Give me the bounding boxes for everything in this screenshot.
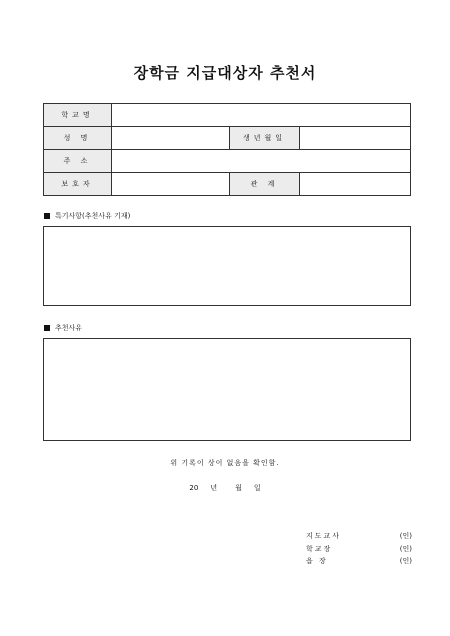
date-month: 월 xyxy=(235,484,242,492)
signature-role: 읍 장 xyxy=(306,557,328,565)
school-name-label: 학교명 xyxy=(44,104,112,127)
special-notes-heading xyxy=(44,211,130,221)
seal-mark: (인) xyxy=(399,532,412,540)
square-bullet-icon xyxy=(44,213,50,219)
recommendation-reason-label: 추천사유 xyxy=(55,324,83,332)
signature-role: 학교장 xyxy=(306,545,333,553)
guardian-field[interactable] xyxy=(112,173,230,196)
special-notes-label: 특기사항(추천사유 기재) xyxy=(55,212,131,220)
signature-role: 지도교사 xyxy=(306,532,342,540)
document-title: 장학금 지급대상자 추천서 xyxy=(133,64,317,82)
date-year: 년 xyxy=(210,484,218,492)
applicant-info-table xyxy=(43,103,411,196)
birthdate-field[interactable] xyxy=(300,127,411,150)
address-label: 주 소 xyxy=(44,150,112,173)
birthdate-label: 생년월일 xyxy=(230,127,300,150)
date-prefix: 20 xyxy=(189,484,199,492)
date-line xyxy=(0,483,450,493)
guardian-label: 보호자 xyxy=(44,173,112,196)
relation-label: 관 계 xyxy=(230,173,300,196)
seal-mark: (인) xyxy=(399,557,412,565)
name-field[interactable] xyxy=(112,127,230,150)
name-label: 성 명 xyxy=(44,127,112,150)
date-day: 일 xyxy=(253,484,261,492)
special-notes-box[interactable] xyxy=(43,226,411,306)
confirmation-statement: 위 기록이 상이 없음을 확인함. xyxy=(170,459,280,467)
school-name-field[interactable] xyxy=(112,104,411,127)
recommendation-reason-box[interactable] xyxy=(43,338,411,441)
recommendation-reason-heading xyxy=(44,323,82,333)
relation-field[interactable] xyxy=(300,173,411,196)
address-field[interactable] xyxy=(112,150,411,173)
square-bullet-icon xyxy=(44,325,50,331)
seal-mark: (인) xyxy=(399,545,412,553)
